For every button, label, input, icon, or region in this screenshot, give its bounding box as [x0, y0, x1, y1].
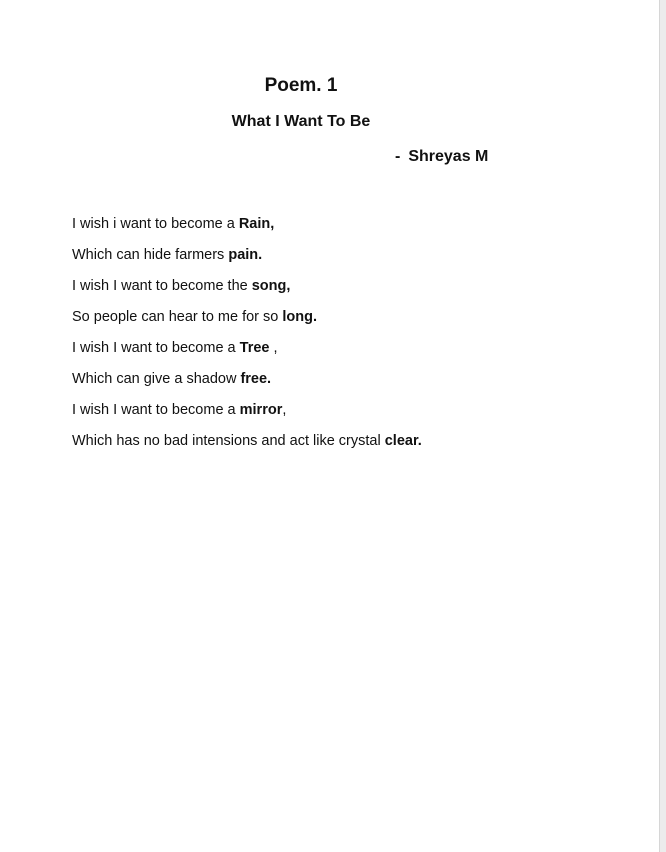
line-emphasis: mirror	[239, 402, 283, 418]
line-emphasis: clear.	[384, 433, 422, 449]
author-line	[395, 147, 488, 167]
poem-title: What I Want To Be	[231, 113, 371, 130]
line-text: So people can hear to me for so	[72, 309, 283, 325]
line-emphasis: long.	[282, 309, 318, 325]
poem-line	[72, 364, 422, 395]
line-text: I wish i want to become a	[72, 216, 239, 232]
poem-line	[72, 426, 422, 457]
line-tail: ,	[269, 340, 278, 356]
line-text: Which can hide farmers	[72, 247, 229, 263]
line-emphasis: free.	[240, 371, 272, 387]
poem-line	[72, 333, 422, 364]
poem-line	[72, 209, 422, 240]
line-emphasis: pain.	[228, 247, 263, 263]
author-dash: -	[395, 148, 401, 165]
poem-line	[72, 395, 422, 426]
line-text: Which has no bad intensions and act like crystal	[72, 433, 385, 449]
author-name: Shreyas M	[408, 148, 489, 165]
line-text: I wish I want to become a	[72, 402, 240, 418]
poem-line	[72, 302, 422, 333]
poem-body	[72, 209, 422, 457]
line-text: I wish I want to become the	[72, 278, 252, 294]
line-emphasis: Rain,	[238, 216, 275, 232]
poem-number-title: Poem. 1	[264, 75, 338, 96]
line-text: Which can give a shadow	[72, 371, 241, 387]
line-emphasis: song,	[251, 278, 291, 294]
line-text: I wish I want to become a	[72, 340, 240, 356]
line-emphasis: Tree	[239, 340, 270, 356]
poem-line	[72, 271, 422, 302]
line-tail: ,	[282, 402, 287, 418]
poem-line	[72, 240, 422, 271]
